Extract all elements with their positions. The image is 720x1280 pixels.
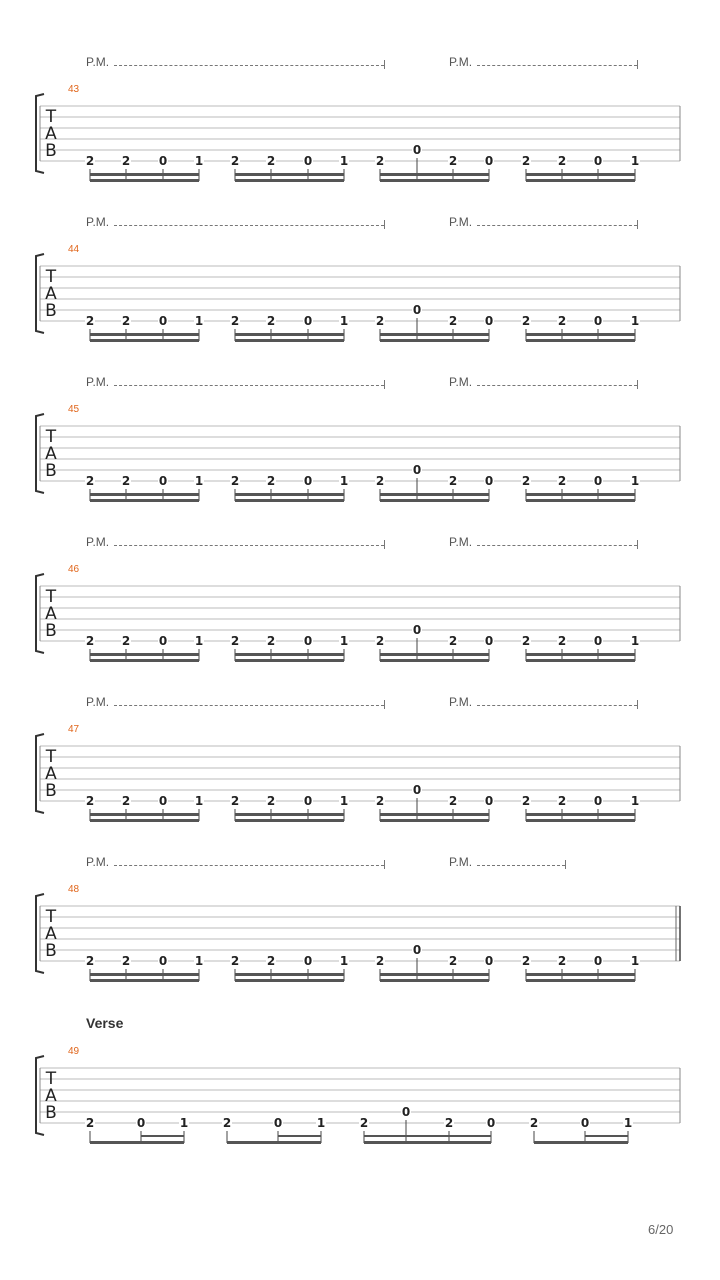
palm-mute-line [477,385,637,386]
beam [380,339,489,342]
fret-number: 2 [448,474,458,488]
fret-number: 2 [85,474,95,488]
fret-number: 0 [303,474,313,488]
palm-mute-end [384,220,385,229]
beam-secondary [585,1135,628,1137]
fret-number: 0 [484,314,494,328]
palm-mute-line [477,65,637,66]
palm-mute-line [477,225,637,226]
tab-system [36,94,680,182]
fret-number: 0 [412,783,422,797]
beam [526,659,635,662]
fret-number: 2 [85,314,95,328]
palm-mute-label: P.M. [449,375,473,389]
palm-mute-end [637,380,638,389]
fret-number: 1 [630,794,640,808]
tab-clef-letter: T [45,587,57,607]
beam-secondary [526,813,635,816]
fret-number: 1 [623,1116,633,1130]
fret-number: 1 [194,634,204,648]
beam [526,499,635,502]
fret-number: 2 [521,314,531,328]
fret-number: 0 [158,634,168,648]
beam-secondary [90,973,199,976]
fret-number: 2 [521,634,531,648]
fret-number: 1 [630,314,640,328]
beam-secondary [141,1135,184,1137]
fret-number: 2 [529,1116,539,1130]
fret-number: 0 [303,794,313,808]
fret-number: 2 [375,474,385,488]
tab-clef-letter: T [45,427,57,447]
beam-secondary [235,173,344,176]
beam-secondary [364,1135,491,1137]
measure-number: 43 [68,84,80,95]
palm-mute-label: P.M. [86,855,110,869]
palm-mute-label: P.M. [449,55,473,69]
fret-number: 0 [484,634,494,648]
fret-number: 1 [316,1116,326,1130]
beam-secondary [235,493,344,496]
beam [235,659,344,662]
fret-number: 2 [85,1116,95,1130]
beam [526,819,635,822]
fret-number: 0 [580,1116,590,1130]
palm-mute-line [114,865,384,866]
fret-number: 0 [593,314,603,328]
tab-system [36,1056,680,1144]
fret-number: 2 [85,794,95,808]
tab-clef-letter: T [45,747,57,767]
fret-number: 2 [375,314,385,328]
fret-number: 2 [266,954,276,968]
fret-number: 1 [339,154,349,168]
beam-secondary [235,973,344,976]
beam [235,499,344,502]
fret-number: 2 [266,474,276,488]
fret-number: 2 [230,954,240,968]
beam-secondary [380,973,489,976]
palm-mute-line [114,385,384,386]
fret-number: 0 [593,794,603,808]
measure-number: 48 [68,884,80,895]
beam-secondary [380,333,489,336]
tab-system [36,734,680,822]
fret-number: 2 [557,154,567,168]
tab-clef-letter: B [45,461,57,481]
tab-system [36,574,680,662]
tab-system [36,894,680,982]
palm-mute-line [114,705,384,706]
fret-number: 2 [521,794,531,808]
fret-number: 2 [521,954,531,968]
fret-number: 2 [266,634,276,648]
palm-mute-end [637,700,638,709]
fret-number: 0 [136,1116,146,1130]
beam-secondary [526,173,635,176]
fret-number: 0 [303,154,313,168]
palm-mute-label: P.M. [449,535,473,549]
fret-number: 1 [339,794,349,808]
tab-clef-letter: A [45,604,57,624]
beam [235,819,344,822]
fret-number: 0 [158,154,168,168]
beam [235,979,344,982]
tab-clef-letter: A [45,764,57,784]
beam-secondary [380,653,489,656]
fret-number: 2 [375,154,385,168]
fret-number: 2 [230,794,240,808]
tab-clef-letter: A [45,124,57,144]
fret-number: 2 [557,474,567,488]
beam-secondary [526,333,635,336]
palm-mute-line [114,225,384,226]
fret-number: 2 [448,794,458,808]
palm-mute-label: P.M. [86,215,110,229]
fret-number: 2 [230,314,240,328]
tab-clef-letter: B [45,941,57,961]
beam [90,339,199,342]
palm-mute-end [384,700,385,709]
section-label: Verse [86,1015,124,1031]
beam [364,1141,491,1144]
fret-number: 1 [194,474,204,488]
fret-number: 2 [85,634,95,648]
tab-clef-letter: A [45,284,57,304]
beam [380,659,489,662]
fret-number: 2 [359,1116,369,1130]
palm-mute-line [477,545,637,546]
tab-system [36,254,680,342]
beam-secondary [380,173,489,176]
measure-number: 46 [68,564,80,575]
fret-number: 1 [194,954,204,968]
beam-secondary [235,333,344,336]
beam-secondary [90,333,199,336]
fret-number: 0 [412,143,422,157]
tab-clef-letter: A [45,924,57,944]
palm-mute-end [565,860,566,869]
tab-clef-letter: A [45,1086,57,1106]
fret-number: 2 [121,634,131,648]
tab-clef-letter: B [45,141,57,161]
fret-number: 0 [484,474,494,488]
page-number: 6/20 [648,1222,674,1237]
beam-secondary [235,813,344,816]
tab-clef-letter: T [45,107,57,127]
beam [235,339,344,342]
beam-secondary [235,653,344,656]
fret-number: 0 [593,474,603,488]
palm-mute-label: P.M. [449,855,473,869]
fret-number: 2 [230,154,240,168]
beam-secondary [90,653,199,656]
fret-number: 1 [194,794,204,808]
beam [526,979,635,982]
tab-system [36,414,680,502]
beam-secondary [526,493,635,496]
fret-number: 2 [375,634,385,648]
fret-number: 1 [339,954,349,968]
palm-mute-label: P.M. [449,695,473,709]
palm-mute-label: P.M. [449,215,473,229]
tab-clef-letter: T [45,267,57,287]
fret-number: 0 [273,1116,283,1130]
tab-clef-letter: T [45,907,57,927]
palm-mute-end [637,540,638,549]
fret-number: 2 [230,474,240,488]
fret-number: 2 [448,314,458,328]
fret-number: 0 [412,623,422,637]
fret-number: 2 [448,634,458,648]
tab-clef-letter: B [45,1103,57,1123]
beam [90,1141,184,1144]
palm-mute-label: P.M. [86,535,110,549]
palm-mute-line [477,865,565,866]
beam [526,339,635,342]
fret-number: 1 [194,154,204,168]
fret-number: 2 [222,1116,232,1130]
fret-number: 1 [630,154,640,168]
fret-number: 2 [121,474,131,488]
measure-number: 49 [68,1046,80,1057]
beam [90,819,199,822]
beam-secondary [90,173,199,176]
fret-number: 0 [158,314,168,328]
fret-number: 0 [486,1116,496,1130]
fret-number: 2 [375,794,385,808]
measure-number: 44 [68,244,80,255]
fret-number: 0 [303,634,313,648]
fret-number: 0 [412,943,422,957]
palm-mute-line [477,705,637,706]
fret-number: 0 [484,954,494,968]
beam [380,179,489,182]
palm-mute-end [384,860,385,869]
beam-secondary [526,653,635,656]
fret-number: 2 [121,154,131,168]
fret-number: 2 [121,314,131,328]
palm-mute-label: P.M. [86,55,110,69]
fret-number: 0 [412,303,422,317]
fret-number: 2 [230,634,240,648]
fret-number: 2 [375,954,385,968]
fret-number: 2 [448,954,458,968]
fret-number: 1 [179,1116,189,1130]
fret-number: 0 [158,954,168,968]
fret-number: 2 [448,154,458,168]
beam [380,979,489,982]
fret-number: 2 [557,954,567,968]
fret-number: 2 [85,154,95,168]
palm-mute-end [384,540,385,549]
fret-number: 2 [444,1116,454,1130]
palm-mute-line [114,545,384,546]
fret-number: 0 [593,954,603,968]
fret-number: 0 [484,154,494,168]
palm-mute-end [384,380,385,389]
beam [526,179,635,182]
fret-number: 2 [557,634,567,648]
beam [90,179,199,182]
fret-number: 2 [121,794,131,808]
palm-mute-end [637,60,638,69]
beam-secondary [278,1135,321,1137]
fret-number: 1 [630,954,640,968]
fret-number: 1 [194,314,204,328]
beam [90,979,199,982]
fret-number: 2 [557,314,567,328]
fret-number: 2 [557,794,567,808]
beam [90,659,199,662]
beam-secondary [90,493,199,496]
fret-number: 0 [593,154,603,168]
tab-clef-letter: A [45,444,57,464]
fret-number: 2 [121,954,131,968]
tab-clef-letter: B [45,301,57,321]
palm-mute-end [637,220,638,229]
tab-clef-letter: B [45,781,57,801]
fret-number: 0 [401,1105,411,1119]
fret-number: 2 [266,314,276,328]
fret-number: 0 [484,794,494,808]
fret-number: 0 [158,474,168,488]
fret-number: 1 [339,474,349,488]
beam [227,1141,321,1144]
fret-number: 2 [85,954,95,968]
fret-number: 0 [303,954,313,968]
fret-number: 1 [339,634,349,648]
tab-clef-letter: T [45,1069,57,1089]
fret-number: 2 [266,154,276,168]
measure-number: 47 [68,724,80,735]
measure-number: 45 [68,404,80,415]
fret-number: 1 [630,634,640,648]
beam-secondary [90,813,199,816]
beam [90,499,199,502]
fret-number: 0 [593,634,603,648]
palm-mute-label: P.M. [86,375,110,389]
beam-secondary [380,493,489,496]
fret-number: 1 [630,474,640,488]
fret-number: 0 [303,314,313,328]
beam-secondary [380,813,489,816]
palm-mute-end [384,60,385,69]
beam [235,179,344,182]
beam [380,819,489,822]
palm-mute-label: P.M. [86,695,110,709]
fret-number: 0 [158,794,168,808]
beam-secondary [526,973,635,976]
fret-number: 2 [521,474,531,488]
tab-clef-letter: B [45,621,57,641]
beam [380,499,489,502]
palm-mute-line [114,65,384,66]
fret-number: 2 [521,154,531,168]
beam [534,1141,628,1144]
fret-number: 0 [412,463,422,477]
fret-number: 1 [339,314,349,328]
fret-number: 2 [266,794,276,808]
